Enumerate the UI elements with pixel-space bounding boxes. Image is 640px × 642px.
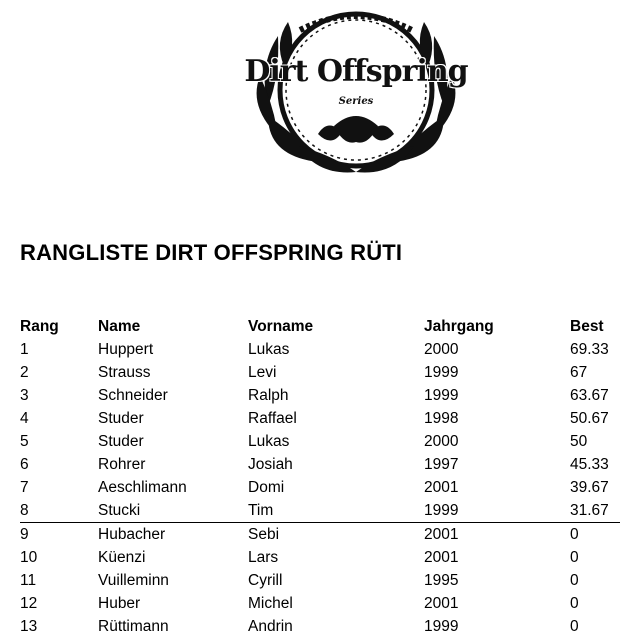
cell-jahrgang: 2000 [424,340,459,358]
cell-name: Studer [98,409,144,427]
cell-jahrgang: 1999 [424,363,459,381]
cell-name: Rüttimann [98,617,169,635]
table-row [20,523,620,547]
header-name: Name [98,317,141,335]
table-row [20,338,620,361]
cell-name: Schneider [98,386,168,404]
table-row [20,476,620,499]
cell-vorname: Levi [248,363,277,381]
cell-rang: 1 [20,340,29,358]
cell-rang: 9 [20,525,29,543]
table-row [20,384,620,407]
table-row [20,592,620,615]
wreath-emblem [238,6,474,178]
cell-best: 69.33 [570,340,609,358]
cell-jahrgang: 1995 [424,571,459,589]
cell-best: 0 [570,525,579,543]
header-rang: Rang [20,317,59,335]
cell-name: Studer [98,432,144,450]
cell-rang: 13 [20,617,38,635]
table-row [20,615,620,638]
cell-rang: 10 [20,548,38,566]
cell-name: Aeschlimann [98,478,187,496]
cell-vorname: Domi [248,478,285,496]
ranking-table [20,315,620,638]
cell-rang: 2 [20,363,29,381]
cell-vorname: Ralph [248,386,289,404]
header-best: Best [570,317,604,335]
cell-best: 39.67 [570,478,609,496]
page-title: RANGLISTE DIRT OFFSPRING RÜTI [20,240,403,265]
cell-jahrgang: 1999 [424,617,459,635]
cell-name: Vuilleminn [98,571,169,589]
table-row [20,453,620,476]
cell-rang: 5 [20,432,29,450]
cell-jahrgang: 1997 [424,455,459,473]
logo-title: Dirt Offspring [244,54,468,89]
cell-jahrgang: 1998 [424,409,459,427]
cell-name: Strauss [98,363,151,381]
cell-jahrgang: 2001 [424,525,459,543]
logo-subtitle: Series [338,96,374,107]
cell-vorname: Lukas [248,340,290,358]
table-row [20,569,620,592]
cell-best: 0 [570,594,579,612]
table-row [20,546,620,569]
header-vorname: Vorname [248,317,314,335]
table-header-row [20,315,620,338]
cell-best: 67 [570,363,588,381]
cell-name: Stucki [98,499,248,523]
cell-best: 0 [570,571,579,589]
cell-vorname: Tim [248,499,424,523]
cell-jahrgang: 2000 [424,432,459,450]
cell-jahrgang: 2001 [424,594,459,612]
cell-vorname: Michel [248,594,293,612]
cell-name: Huber [98,594,141,612]
cell-rang: 7 [20,478,29,496]
table-row [20,361,620,384]
table-row [20,430,620,453]
table-row [20,407,620,430]
header-jahrgang: Jahrgang [424,317,494,335]
cell-rang: 3 [20,386,29,404]
cell-vorname: Andrin [248,617,293,635]
cell-vorname: Lukas [248,432,290,450]
cell-name: Küenzi [98,548,146,566]
cell-rang: 4 [20,409,29,427]
cell-jahrgang: 1999 [424,386,459,404]
cell-vorname: Raffael [248,409,297,427]
dirt-offspring-logo [238,6,474,178]
cell-name: Hubacher [98,525,166,543]
table-row [20,499,620,523]
cell-best: 0 [570,548,579,566]
cell-vorname: Sebi [248,525,280,543]
cell-rang: 6 [20,455,29,473]
cell-best: 31.67 [570,499,620,523]
cell-vorname: Cyrill [248,571,283,589]
cell-vorname: Lars [248,548,279,566]
cell-jahrgang: 2001 [424,478,459,496]
cell-vorname: Josiah [248,455,293,473]
cell-rang: 11 [20,571,37,589]
cell-name: Huppert [98,340,154,358]
cell-best: 63.67 [570,386,609,404]
cell-rang: 12 [20,594,38,612]
cell-best: 50 [570,432,588,450]
cell-name: Rohrer [98,455,146,473]
cell-best: 0 [570,617,579,635]
cell-jahrgang: 2001 [424,548,459,566]
cell-jahrgang: 1999 [424,499,570,523]
cell-best: 50.67 [570,409,609,427]
cell-best: 45.33 [570,455,609,473]
cell-rang: 8 [20,499,98,523]
